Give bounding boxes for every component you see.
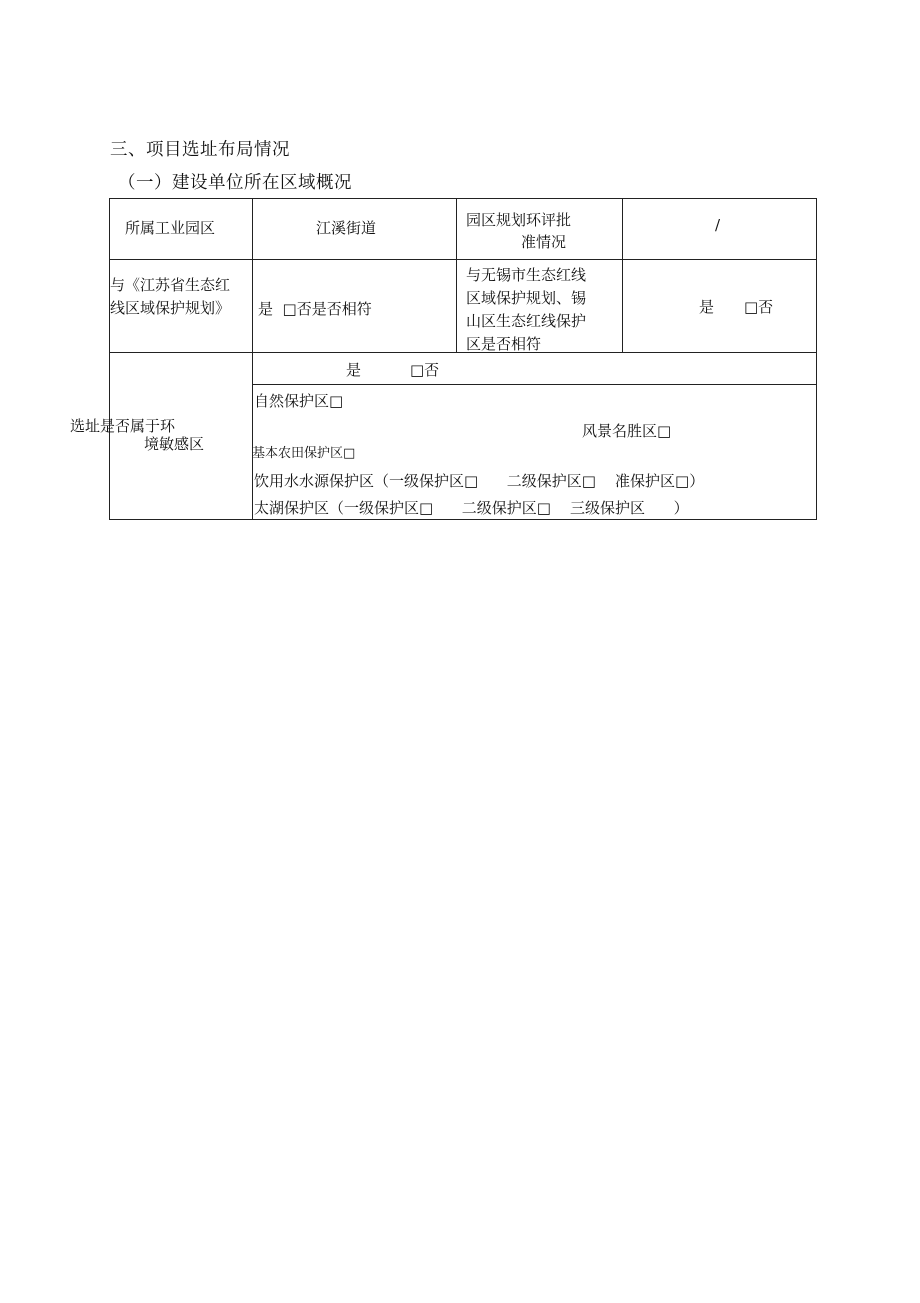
- table-border-row2: [109, 352, 817, 353]
- table-border-col2: [456, 198, 457, 353]
- section-heading: 三、项目选址布局情况: [110, 140, 290, 160]
- wuxi-plan-label-line2: 区域保护规划、锡: [466, 289, 587, 307]
- jiangsu-plan-label-line1: 与《江苏省生态红: [110, 276, 231, 294]
- basic-farmland-checkbox[interactable]: 基本农田保护区□: [252, 446, 356, 461]
- sensitive-area-yes: 是: [346, 361, 362, 379]
- drinking-water-source-checkboxes[interactable]: 饮用水水源保护区（一级保护区□ 二级保护区□ 准保护区□）: [254, 472, 705, 490]
- park-label: 所属工业园区: [125, 219, 216, 237]
- sensitive-area-no-checkbox[interactable]: □否: [410, 361, 440, 379]
- table-border-row1: [109, 259, 817, 260]
- jiangsu-plan-compliance: 是 □否是否相符: [258, 300, 372, 318]
- wuxi-plan-label-line1: 与无锡市生态红线: [466, 266, 587, 284]
- wuxi-plan-no-checkbox[interactable]: □否: [744, 298, 774, 316]
- nature-reserve-checkbox[interactable]: 自然保护区□: [254, 392, 344, 410]
- table-border-row3-split: [252, 384, 817, 385]
- scenic-area-checkbox[interactable]: 风景名胜区□: [582, 422, 672, 440]
- wuxi-plan-label-line3: 山区生态红线保护: [466, 312, 587, 330]
- park-value: 江溪街道: [316, 219, 377, 237]
- table-border-top: [109, 198, 817, 199]
- approval-label-line2: 准情况: [521, 233, 567, 251]
- table-border-right: [816, 198, 817, 520]
- sensitive-area-label-line1: 选址是否属于环: [70, 417, 176, 435]
- wuxi-plan-label-line4: 区是否相符: [466, 335, 542, 353]
- table-border-left: [109, 198, 110, 520]
- table-border-col1: [252, 198, 253, 520]
- taihu-protection-checkboxes[interactable]: 太湖保护区（一级保护区□ 二级保护区□ 三级保护区 ）: [254, 499, 689, 517]
- table-border-bottom: [109, 519, 817, 520]
- section-subheading: （一）建设单位所在区域概况: [118, 173, 352, 193]
- sensitive-area-label-line2: 境敏感区: [144, 435, 205, 453]
- approval-label-line1: 园区规划环评批: [466, 211, 572, 229]
- table-border-col3: [622, 198, 623, 353]
- approval-value: /: [715, 216, 721, 234]
- wuxi-plan-yes: 是: [699, 298, 715, 316]
- jiangsu-plan-label-line2: 线区域保护规划》: [110, 299, 231, 317]
